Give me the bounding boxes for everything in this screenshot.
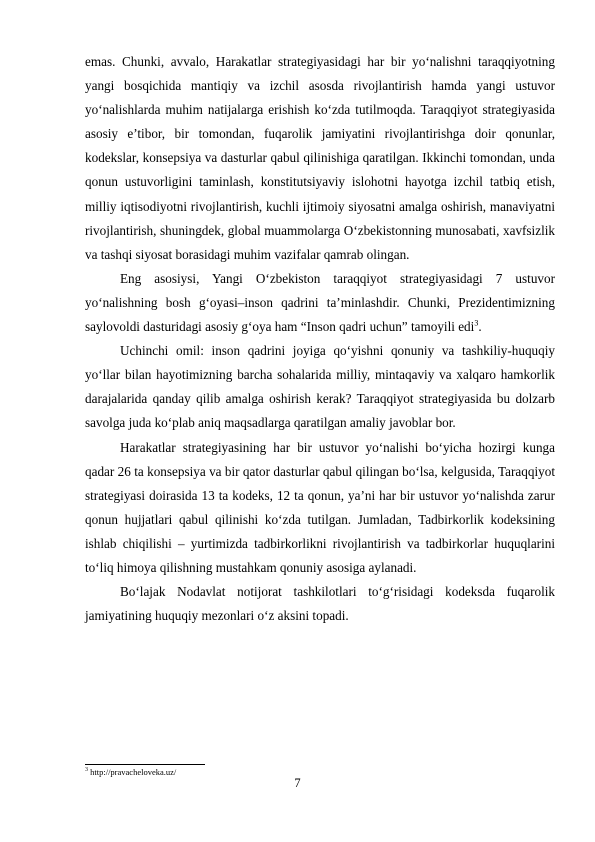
footnote-divider [85,764,205,765]
paragraph-5: Bo‘lajak Nodavlat notijorat tashkilotlari to‘g‘risidagi kodeksda fuqarolik jamiyatining huquqiy mezonlari o‘z aksini topadi. [85,584,555,624]
paragraph-4: Harakatlar strategiyasining har bir ustuvor yo‘nalishi bo‘yicha hozirgi kunga qadar 26 ta konsepsiya va bir qator dasturlar qabul qilingan bo‘lsa, kelgusida, Taraqqiyot strategiyasi doirasida 13 ta kodeks, 12 ta qonun, ya’ni har bir ustuvor yo‘nalishda zarur qonun hujjatlari qabul qilinishi ko‘zda tutilgan. Jumladan, Tadbirkorlik kodeksining ishlab chiqilishi – yurtimizda tadbirkorlikni rivojlantirish va tadbirkorlar huquqlarini to‘liq himoya qilishning mustahkam qonuniy asosiga aylanadi. [85,439,555,575]
paragraph-2-text: Eng asosiysi, Yangi O‘zbekiston taraqqiyot strategiyasidagi 7 ustuvor yo‘nalishning bosh g‘oyasi–inson qadrini ta’minlashdir. Chunki, Prezidentimizning saylovoldi dasturidagi asosiy g‘oya ham “Inson qadri uchun” tamoyili edi [85,270,555,335]
body-text [85,50,555,628]
footnote-number: 3 [85,767,88,774]
footnote-reference[interactable]: 3 [474,318,479,328]
footnote-link[interactable]: http://pravacheloveka.uz/ [88,767,177,777]
paragraph-2-tail: . [478,319,482,335]
paragraph-3: Uchinchi omil: inson qadrini joyiga qo‘yishni qonuniy va tashkiliy-huquqiy yo‘llar bilan hayotimizning barcha sohalarida milliy, mintaqaviy va xalqaro hamkorlik darajalarida qanday qilib amalga oshirish kerak? Taraqqiyot strategiyasida bu dolzarb savolga juda ko‘plab aniq maqsadlarga qaratilgan amaliy javoblar bor. [85,343,555,431]
paragraph-2 [85,267,555,339]
paragraph-1: emas. Chunki, avvalo, Harakatlar strategiyasidagi har bir yo‘nalishni taraqqiyotning yangi bosqichida mantiqiy va izchil asosda rivojlantirish hamda yangi ustuvor yo‘nalishlarda muhim natijalarga erishish ko‘zda tutilmoqda. Taraqqiyot strategiyasida asosiy e’tibor, bir tomondan, fuqarolik jamiyatini rivojlantirishga doir qonunlar, kodekslar, konsepsiya va dasturlar qabul qilinishiga qaratilgan. Ikkinchi tomondan, unda qonun ustuvorligini taminlash, konstitutsiyaviy islohotni hayotga izchil tatbiq etish, milliy iqtisodiyotni rivojlantirish, kuchli ijtimoiy siyosatni amalga oshirish, manaviyatni rivojlantirish, shuningdek, global muammolarga O‘zbekistonning munosabati, xavfsizlik va tashqi siyosat borasidagi muhim vazifalar qamrab olingan. [85,54,555,262]
page-number: 7 [294,776,301,790]
